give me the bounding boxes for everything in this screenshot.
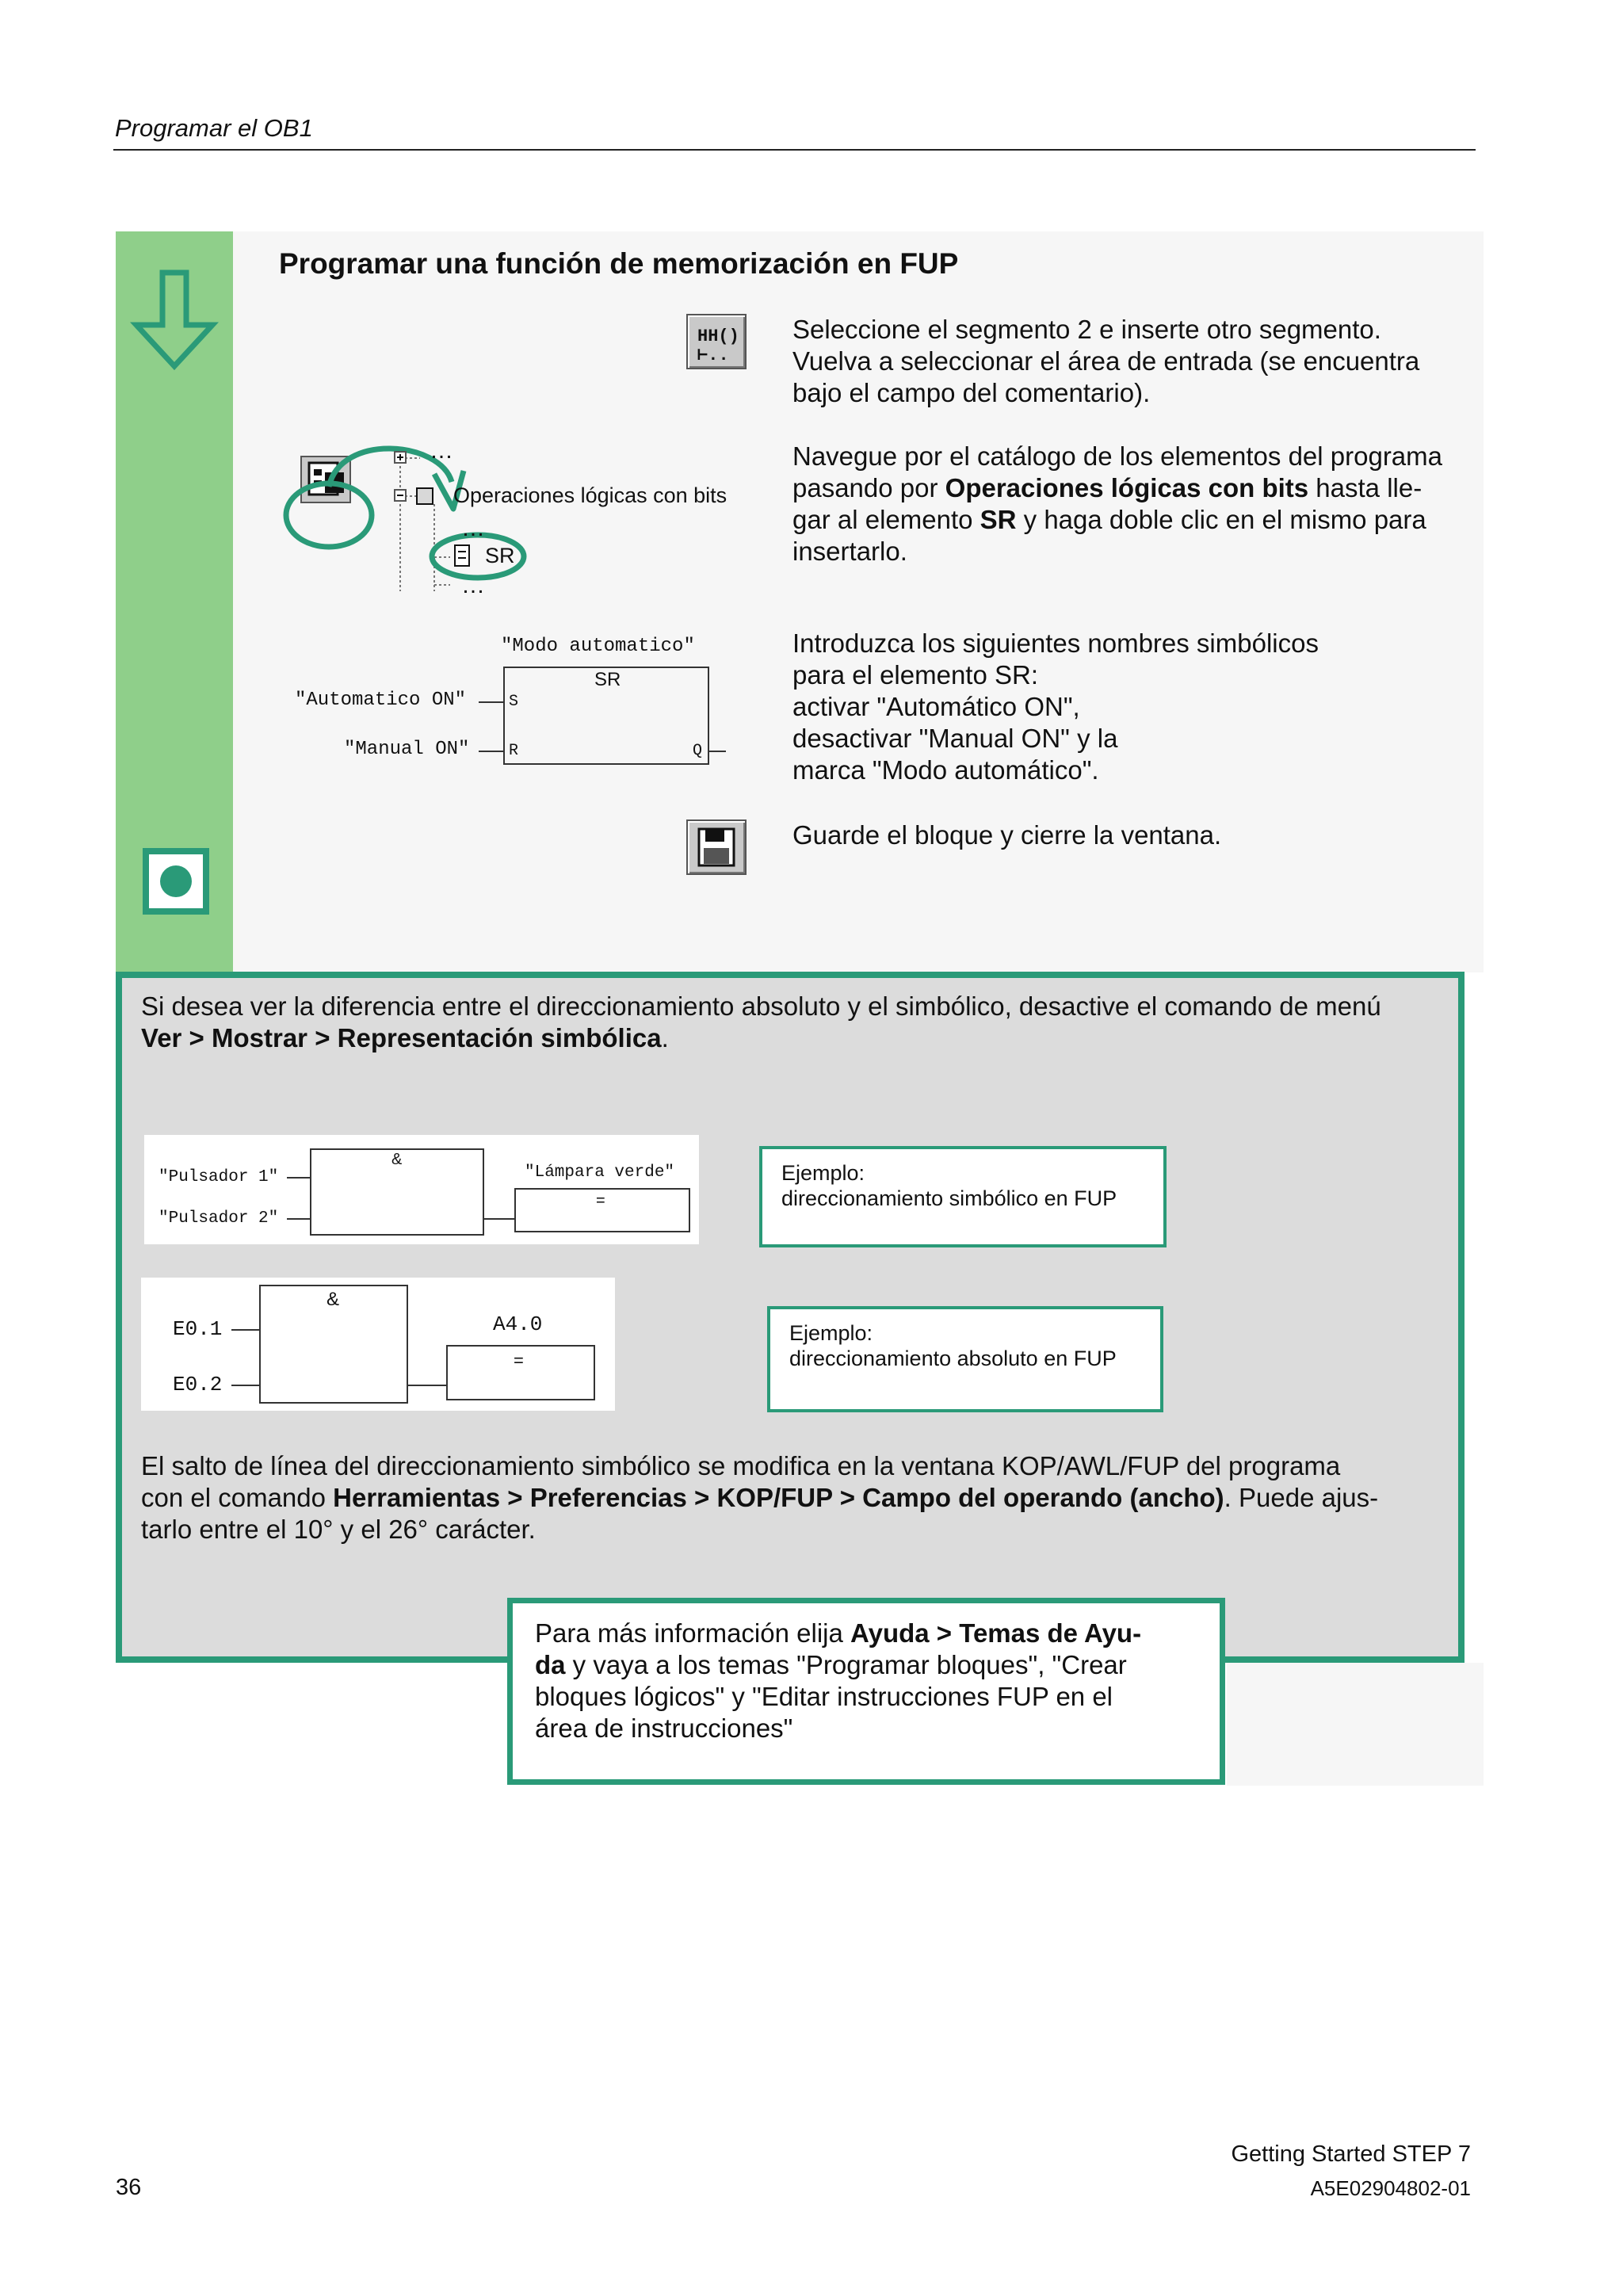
menu-path: da [535,1650,566,1679]
text-span: . Puede ajus- [1224,1483,1379,1512]
text-span: hasta lle- [1308,473,1423,502]
example-line: direccionamiento absoluto en FUP [789,1347,1117,1370]
network-icon [688,315,745,368]
step4-text: Guarde el bloque y cierre la ventana. [792,820,1222,850]
step3-line: desactivar "Manual ON" y la [792,724,1118,753]
svg-text:HH(): HH() [697,327,739,346]
fbd-input-2: "Pulsador 2" [158,1209,279,1228]
fbd-input-1: E0.1 [173,1317,223,1341]
fbd-output: A4.0 [493,1312,543,1336]
menu-path: Herramientas > Preferencias > KOP/FUP > Campo del operando (ancho) [333,1483,1224,1512]
sr-pin-r: R [509,742,519,760]
sr-block-name: SR [594,669,621,690]
catalog-graphics [269,433,753,596]
sr-output-label: "Modo automatico" [501,636,695,657]
tree-dots: … [461,515,485,541]
example-line: Ejemplo: [789,1321,873,1345]
page-header-title: Programar el OB1 [115,114,313,142]
step2-line: Navegue por el catálogo de los elementos del programa [792,441,1443,471]
sr-pin-q: Q [693,742,703,760]
fbd-input-2: E0.2 [173,1373,223,1396]
text-span: pasando por [792,473,945,502]
text-span: gar al elemento [792,505,980,534]
step3-text [792,628,1319,786]
note-line [141,1482,1457,1514]
note-line: Si desea ver la diferencia entre el direccionamiento absoluto y el simbólico, desactive el comando de menú [141,991,1381,1021]
save-button[interactable] [686,819,747,875]
text-span: y vaya a los temas "Programar bloques", "Crear [565,1650,1127,1679]
step2-text [792,441,1442,567]
down-arrow-icon [127,269,222,372]
section-title: Programar una función de memorización en FUP [279,247,959,280]
info-line: área de instrucciones" [535,1713,793,1743]
save-icon [688,821,745,873]
step3-line: marca "Modo automático". [792,755,1099,785]
step2-line [792,504,1442,536]
text-span: con el comando [141,1483,334,1512]
note-paragraph-2 [141,1450,1457,1545]
note-line [141,1022,1457,1054]
step1-line: Vuelva a seleccionar el área de entrada (se encuentra [792,346,1420,376]
book-title: Getting Started STEP 7 [1231,2141,1471,2167]
and-gate-symbol: & [391,1151,403,1168]
step2-line: insertarlo. [792,537,907,566]
note-paragraph-1 [141,991,1457,1054]
content-area-tail [1227,1663,1484,1786]
note-line: tarlo entre el 10° y el 26° carácter. [141,1515,536,1544]
sr-pin-s: S [509,693,519,711]
step1-text [792,314,1419,409]
text-span: y haga doble clic en el mismo para [1016,505,1426,534]
bold-span: Operaciones lógicas con bits [945,473,1309,502]
sr-diagram [285,626,745,777]
fbd-input-1: "Pulsador 1" [158,1168,279,1186]
text-span: . [661,1023,669,1052]
text-span: Para más información elija [535,1618,850,1648]
info-line [535,1649,1197,1681]
bold-span: SR [980,505,1017,534]
info-line: bloques lógicos" y "Editar instrucciones FUP en el [535,1682,1113,1711]
assign-symbol: = [596,1192,605,1209]
step1-line: Seleccione el segmento 2 e inserte otro segmento. [792,315,1381,344]
example-line: Ejemplo: [781,1161,865,1185]
step1-line: bajo el campo del comentario). [792,378,1151,407]
step3-line: activar "Automático ON", [792,692,1080,721]
tree-node-bit-logic[interactable]: Operaciones lógicas con bits [453,483,727,507]
and-gate-symbol: & [327,1289,340,1310]
menu-path: Ver > Mostrar > Representación simbólica [141,1023,662,1052]
help-info-box [507,1598,1225,1785]
svg-text:⊢..: ⊢.. [697,346,729,365]
example-absolute-label [767,1306,1163,1412]
insert-network-button[interactable] [686,314,747,369]
note-line: El salto de línea del direccionamiento simbólico se modifica en la ventana KOP/AWL/FUP del programa [141,1451,1341,1480]
tree-dots: … [430,437,453,464]
fbd-output: "Lámpara verde" [525,1163,675,1182]
header-rule [113,149,1476,151]
menu-path: Ayuda > Temas de Ayu- [850,1618,1142,1648]
fbd-symbolic-lines [144,1135,699,1244]
step3-line: Introduzca los siguientes nombres simbólicos [792,628,1319,658]
assign-symbol: = [514,1350,524,1370]
tree-dots: … [461,572,485,598]
step2-line [792,472,1442,504]
page-number: 36 [116,2175,142,2200]
example-line: direccionamiento simbólico en FUP [781,1186,1117,1210]
document-code: A5E02904802-01 [1310,2176,1471,2200]
info-line [535,1618,1197,1649]
step-end-icon [143,848,209,915]
fbd-symbolic-example [144,1135,699,1244]
example-symbolic-label [759,1146,1167,1247]
sr-set-label: "Automatico ON" [295,690,467,711]
step3-line: para el elemento SR: [792,660,1039,690]
sr-reset-label: "Manual ON" [344,739,470,760]
catalog-illustration [269,433,753,596]
fbd-absolute-example [141,1278,615,1411]
tree-leaf-sr[interactable]: SR [485,544,515,567]
